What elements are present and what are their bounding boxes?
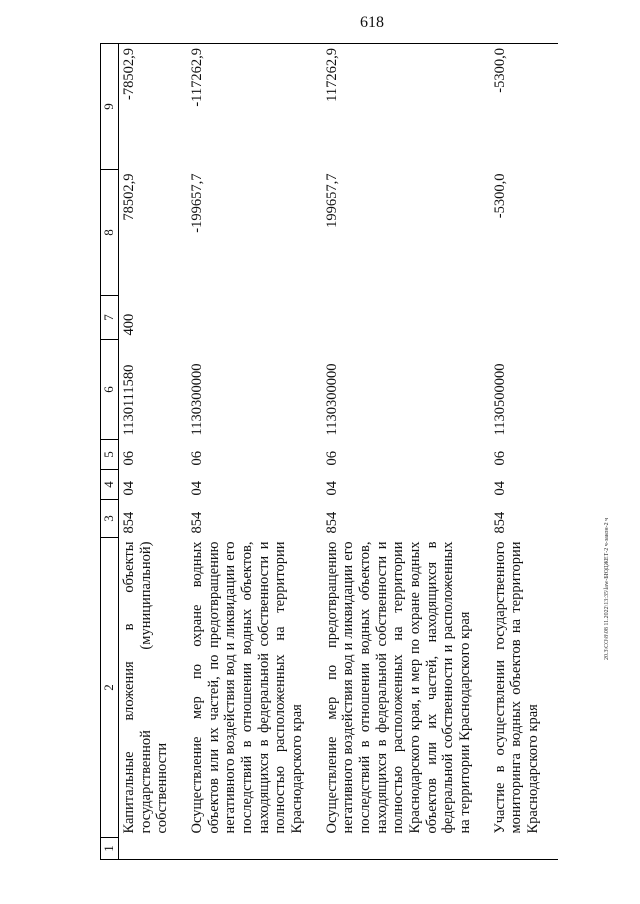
page-number: 618	[360, 14, 384, 31]
cell-section: 04	[120, 481, 137, 496]
column-header: 2	[101, 538, 119, 838]
cell-subsection: 06	[120, 451, 137, 466]
cell-section: 04	[188, 481, 205, 496]
table-row	[187, 44, 322, 860]
column-header: 9	[101, 44, 119, 170]
cell-amount-1: 199657,7	[323, 173, 340, 228]
column-header: 8	[101, 170, 119, 296]
cell-amount-1: -5300,0	[491, 173, 508, 219]
cell-expense-type: 400	[120, 313, 137, 336]
cell-target-article: 1130300000	[323, 363, 340, 436]
cell-description: Осуществление мер по предотвращению негативного воздействия вод и ликвидации его последствий в отношении водных объектов, находящихся в федеральной собственности и полностью расположенных на территории Краснодарского края, и мер по охране водных объектов или их частей, находящихся в федеральной собственности и расположенных на территории Краснодарского края	[323, 541, 474, 834]
column-header: 6	[101, 340, 119, 440]
cell-description: Капитальные вложения в объекты государственной (муниципальной) собственности	[120, 541, 171, 834]
cell-index	[490, 838, 558, 860]
cell-amount-2: -117262,9	[187, 44, 322, 170]
table-row	[118, 44, 187, 860]
cell-amount-2: 117262,9	[322, 44, 490, 170]
footer-note: 20.3\CO\8\08 11.2022\13:35\law-БЮДЖЕТ-2 ч-закон-2 ч	[604, 517, 610, 660]
cell-index	[118, 838, 187, 860]
cell-expense-type	[322, 296, 490, 340]
cell-ministry: 854	[491, 511, 508, 534]
table-header-row	[101, 44, 119, 860]
cell-ministry: 854	[323, 511, 340, 534]
column-header: 1	[101, 838, 119, 860]
cell-subsection: 06	[491, 451, 508, 466]
cell-amount-2: -5300,0	[490, 44, 558, 170]
cell-target-article: 1130111580	[120, 364, 137, 436]
cell-section: 04	[323, 481, 340, 496]
cell-expense-type	[187, 296, 322, 340]
cell-subsection: 06	[188, 451, 205, 466]
budget-table	[100, 43, 558, 860]
cell-expense-type	[490, 296, 558, 340]
cell-amount-1: 78502,9	[120, 173, 137, 221]
column-header: 4	[101, 470, 119, 500]
table-row	[490, 44, 558, 860]
cell-index	[322, 838, 490, 860]
cell-ministry: 854	[120, 511, 137, 534]
cell-description: Осуществление мер по охране водных объектов или их частей, по предотвращению негативного воздействия вод и ликвидации его последствий в отношении водных объектов, находящихся в федеральной собственности и полностью расположенных на территории Краснодарского края	[188, 541, 305, 834]
table-row	[322, 44, 490, 860]
cell-ministry: 854	[188, 511, 205, 534]
cell-description: Участие в осуществлении государственного мониторинга водных объектов на территории Краснодарского края	[491, 541, 542, 834]
rotated-table-container	[100, 44, 640, 860]
column-header: 5	[101, 440, 119, 470]
cell-section: 04	[491, 481, 508, 496]
cell-subsection: 06	[323, 451, 340, 466]
cell-amount-1: -199657,7	[188, 173, 205, 233]
cell-target-article: 1130500000	[491, 363, 508, 436]
column-header: 3	[101, 500, 119, 538]
column-header: 7	[101, 296, 119, 340]
cell-target-article: 1130300000	[188, 363, 205, 436]
cell-amount-2: -78502,9	[118, 44, 187, 170]
cell-index	[187, 838, 322, 860]
